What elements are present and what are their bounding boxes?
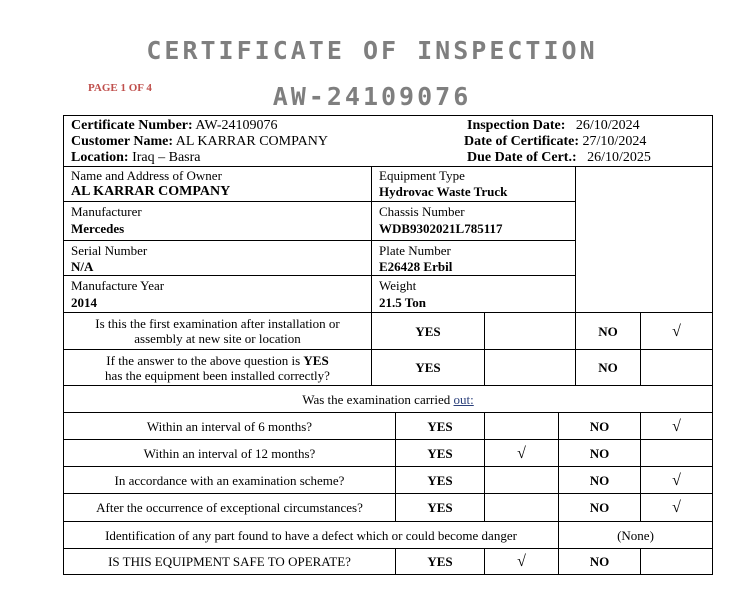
installed-yes: YES bbox=[371, 349, 485, 386]
first-exam-line1: Is this the first examination after installation or bbox=[95, 316, 340, 331]
first-exam-line2: assembly at new site or location bbox=[134, 331, 301, 346]
plate-cell bbox=[371, 240, 576, 276]
installed-yes-word: YES bbox=[303, 352, 329, 368]
owner-value: AL KARRAR COMPANY bbox=[71, 184, 231, 199]
first-exam-yes: YES bbox=[371, 312, 485, 350]
due-date-label: Due Date of Cert.: bbox=[467, 150, 577, 165]
twelve-months-question: Within an interval of 12 months? bbox=[63, 439, 396, 467]
manufacturer-cell bbox=[63, 201, 372, 241]
scheme-question: In accordance with an examination scheme? bbox=[63, 466, 396, 494]
first-exam-yes-box bbox=[484, 312, 576, 350]
cert-date-label: Date of Certificate: bbox=[464, 134, 580, 149]
manufacturer-label: Manufacturer bbox=[71, 204, 142, 219]
twelve-months-no-box bbox=[640, 439, 713, 467]
document-title: CERTIFICATE OF INSPECTION bbox=[146, 36, 598, 65]
customer-value: AL KARRAR COMPANY bbox=[175, 134, 328, 149]
year-value: 2014 bbox=[71, 295, 97, 310]
first-exam-no-check: √ bbox=[640, 312, 713, 350]
page-label: PAGE 1 OF 4 bbox=[88, 82, 152, 94]
location-label: Location: bbox=[71, 150, 129, 165]
inspection-date-label: Inspection Date: bbox=[467, 118, 566, 133]
installed-no-box bbox=[640, 349, 713, 386]
carried-out-underlined: out: bbox=[453, 391, 474, 407]
installed-yes-box bbox=[484, 349, 576, 386]
installed-no: NO bbox=[575, 349, 641, 386]
safe-question: IS THIS EQUIPMENT SAFE TO OPERATE? bbox=[63, 548, 396, 575]
safe-no: NO bbox=[558, 548, 641, 575]
safe-yes: YES bbox=[395, 548, 485, 575]
scheme-yes: YES bbox=[395, 466, 485, 494]
first-exam-no: NO bbox=[575, 312, 641, 350]
weight-label: Weight bbox=[379, 278, 417, 293]
twelve-months-no: NO bbox=[558, 439, 641, 467]
certificate-id-heading: AW-24109076 bbox=[272, 82, 472, 111]
carried-out-text: Was the examination carried bbox=[302, 391, 454, 407]
scheme-no-check: √ bbox=[640, 466, 713, 494]
equipment-type-value: Hydrovac Waste Truck bbox=[379, 184, 508, 199]
exceptional-no-check: √ bbox=[640, 493, 713, 522]
plate-value: E26428 Erbil bbox=[379, 259, 453, 274]
weight-value: 21.5 Ton bbox=[379, 295, 426, 310]
owner-cell bbox=[63, 166, 372, 202]
customer-label: Customer Name: bbox=[71, 134, 173, 149]
year-label: Manufacture Year bbox=[71, 278, 165, 293]
six-months-question: Within an interval of 6 months? bbox=[63, 412, 396, 440]
installed-question bbox=[63, 349, 372, 386]
header-block bbox=[63, 115, 713, 167]
installed-line2: has the equipment been installed correctly? bbox=[105, 367, 330, 383]
carried-out-heading bbox=[63, 385, 713, 413]
due-date-value: 26/10/2025 bbox=[587, 150, 651, 165]
serial-cell bbox=[63, 240, 372, 276]
cert-number-label: Certificate Number: bbox=[71, 118, 193, 133]
owner-label: Name and Address of Owner bbox=[71, 168, 222, 183]
serial-label: Serial Number bbox=[71, 243, 148, 258]
safe-no-box bbox=[640, 548, 713, 575]
equipment-type-cell bbox=[371, 166, 576, 202]
blank-side-cell bbox=[575, 166, 713, 313]
exceptional-yes-box bbox=[484, 493, 559, 522]
safe-yes-check: √ bbox=[484, 548, 559, 575]
plate-label: Plate Number bbox=[379, 243, 451, 258]
chassis-value: WDB9302021L785117 bbox=[379, 221, 503, 236]
year-cell bbox=[63, 275, 372, 313]
six-months-yes: YES bbox=[395, 412, 485, 440]
chassis-cell bbox=[371, 201, 576, 241]
cert-number-value: AW-24109076 bbox=[195, 118, 278, 133]
exceptional-no: NO bbox=[558, 493, 641, 522]
exceptional-question: After the occurrence of exceptional circumstances? bbox=[63, 493, 396, 522]
first-exam-question bbox=[63, 312, 372, 350]
scheme-no: NO bbox=[558, 466, 641, 494]
six-months-yes-box bbox=[484, 412, 559, 440]
chassis-label: Chassis Number bbox=[379, 204, 465, 219]
location-value: Iraq – Basra bbox=[132, 150, 201, 165]
serial-value: N/A bbox=[71, 259, 94, 274]
exceptional-yes: YES bbox=[395, 493, 485, 522]
twelve-months-yes: YES bbox=[395, 439, 485, 467]
six-months-no: NO bbox=[558, 412, 641, 440]
defect-question: Identification of any part found to have a defect which or could become danger bbox=[63, 521, 559, 549]
equipment-type-label: Equipment Type bbox=[379, 168, 465, 183]
twelve-months-yes-check: √ bbox=[484, 439, 559, 467]
six-months-no-check: √ bbox=[640, 412, 713, 440]
cert-date-value: 27/10/2024 bbox=[582, 134, 647, 149]
inspection-date-value: 26/10/2024 bbox=[575, 118, 640, 133]
weight-cell bbox=[371, 275, 576, 313]
scheme-yes-box bbox=[484, 466, 559, 494]
manufacturer-value: Mercedes bbox=[71, 221, 125, 236]
defect-answer: (None) bbox=[558, 521, 713, 549]
installed-line1: If the answer to the above question is bbox=[106, 352, 304, 368]
